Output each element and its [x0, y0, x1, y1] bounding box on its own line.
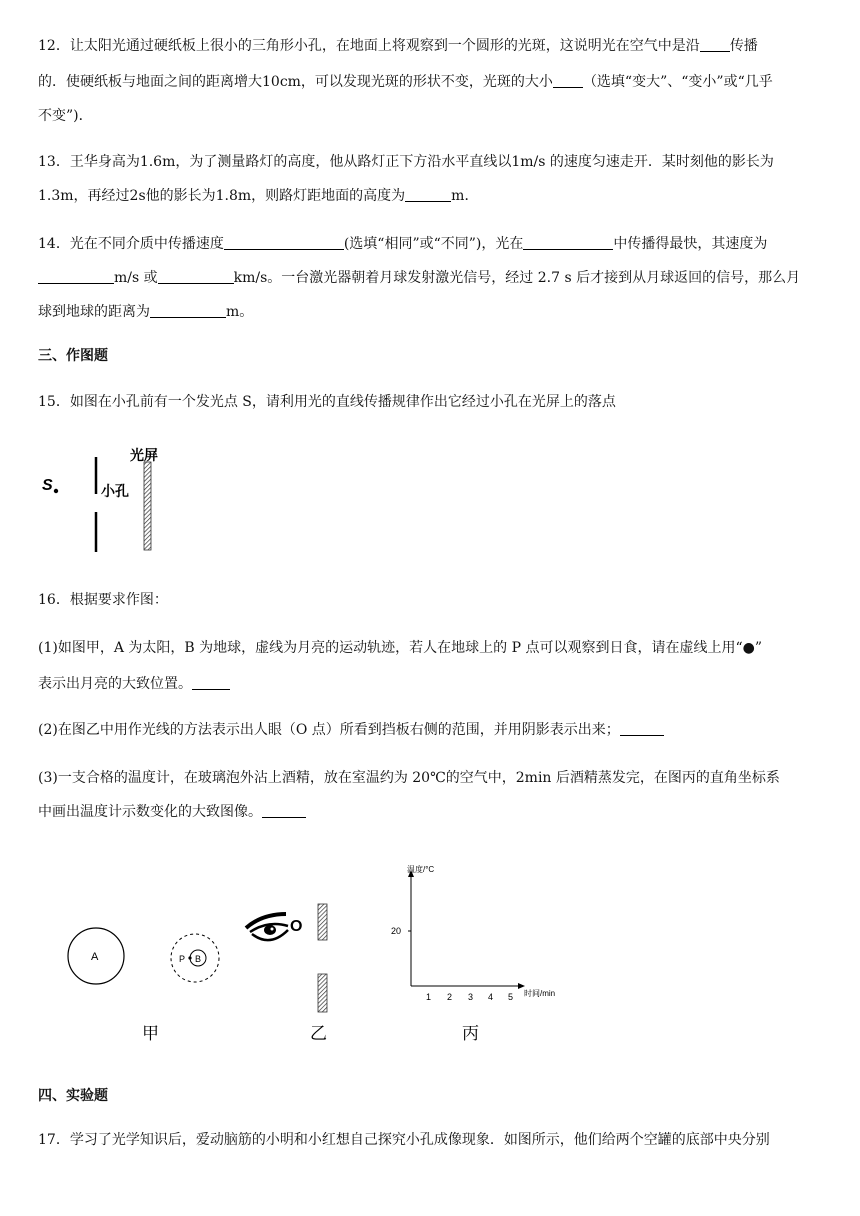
q16-blank-1[interactable] [192, 675, 230, 690]
label-a: A [91, 951, 99, 963]
q15-label-screen: 光屏 [130, 447, 158, 463]
q12-line1 [38, 36, 830, 56]
q14-line3 [38, 302, 830, 322]
point-p [188, 956, 191, 959]
section-3-heading: 三、作图题 [38, 348, 108, 364]
q14-line2 [38, 268, 830, 288]
caption-yi: 乙 [310, 1024, 327, 1043]
x-tick-label: 2 [447, 992, 453, 1002]
q16-p1-line2 [38, 674, 830, 694]
label-o: O [290, 918, 303, 935]
q15-label-s: S [42, 477, 53, 494]
q14-text-e: km/s。一台激光器朝着月球发射激光信号，经过 2.7 s 后才接到从月球返回的信号，那么月 [233, 270, 801, 286]
q13-blank[interactable] [405, 187, 451, 202]
x-tick-label: 3 [468, 992, 474, 1002]
q15-point-s [54, 489, 58, 493]
q16-p3-line2 [38, 802, 830, 822]
q13-text-b: m． [451, 188, 479, 204]
q13-line1: 13．王华身高为1.6m，为了测量路灯的高度，他从路灯正下方沿水平直线以1m/s 的速度匀速走开．某时刻他的影长为 [38, 154, 774, 170]
x-axis-label: 时间/min [524, 989, 556, 998]
q14-text-c: 中传播得最快，其速度为 [613, 236, 768, 252]
q15-screen [144, 462, 151, 550]
q16-p3-text: 中画出温度计示数变化的大致图像。 [38, 804, 262, 820]
q14-blank-3[interactable] [38, 269, 114, 284]
q14-blank-2[interactable] [523, 235, 613, 250]
q13-text-a: 1.3m，再经过2s他的影长为1.8m，则路灯距地面的高度为 [38, 188, 406, 204]
q16-figures [0, 850, 860, 1050]
x-tick-label: 5 [508, 992, 514, 1002]
q16-p3-line1: (3)一支合格的温度计，在玻璃泡外沾上酒精，放在室温约为 20℃的空气中，2min 后酒精蒸发完，在图丙的直角坐标系 [38, 770, 780, 786]
q16-p2-text: (2)在图乙中用作光线的方法表示出人眼（O 点）所看到挡板右侧的范围，并用阴影表示出来； [38, 722, 620, 738]
q12-line3: 不变”)． [38, 108, 93, 124]
q16-p2-line [38, 720, 830, 740]
q14-blank-5[interactable] [150, 303, 226, 318]
q12-text-d: （选填“变大”、“变小”或“几乎 [582, 74, 773, 90]
q14-text-g: m。 [226, 304, 254, 320]
q12-text-c: 的．使硬纸板与地面之间的距离增大10cm，可以发现光斑的形状不变，光斑的大小 [38, 74, 553, 90]
q15-text: 15．如图在小孔前有一个发光点 S，请利用光的直线传播规律作出它经过小孔在光屏上的落点 [38, 394, 616, 410]
x-tick-label: 4 [488, 992, 494, 1002]
caption-jia: 甲 [142, 1024, 159, 1043]
x-ticks [426, 992, 513, 1002]
q14-text-b: (选填“相同”或“不同”)，光在 [343, 236, 524, 252]
q14-text-f: 球到地球的距离为 [38, 304, 150, 320]
q15-label-hole: 小孔 [101, 483, 129, 499]
q14-text-a: 14．光在不同介质中传播速度 [38, 236, 224, 252]
q12-blank-2[interactable] [553, 73, 583, 88]
q14-text-d: m/s 或 [114, 270, 158, 286]
q12-line2 [38, 72, 830, 92]
q16-p1-line1: (1)如图甲，A 为太阳，B 为地球，虚线为月亮的运动轨迹，若人在地球上的 P 点可以观察到日食，请在虚线上用“●” [38, 640, 762, 656]
barrier-top [318, 904, 327, 940]
caption-bing: 丙 [462, 1024, 479, 1043]
q15-figure [0, 430, 860, 560]
q12-text-a: 12．让太阳光通过硬纸板上很小的三角形小孔，在地面上将观察到一个圆形的光斑，这说明光在空气中是沿 [38, 38, 700, 54]
q12-blank-1[interactable] [700, 37, 730, 52]
q13-line2 [38, 186, 830, 206]
y-tick-label: 20 [391, 926, 402, 936]
label-b: B [195, 954, 202, 964]
y-axis-label: 温度/°C [407, 865, 435, 874]
barrier-bottom [318, 974, 327, 1012]
q14-blank-4[interactable] [158, 269, 234, 284]
q14-blank-1[interactable] [224, 235, 344, 250]
q17-text: 17．学习了光学知识后，爱动脑筋的小明和小红想自己探究小孔成像现象．如图所示，他们给两个空罐的底部中央分别 [38, 1132, 770, 1148]
q16-blank-2[interactable] [620, 721, 664, 736]
q16-stem: 16．根据要求作图： [38, 592, 168, 608]
q16-blank-3[interactable] [262, 803, 306, 818]
q16-p1-text: 表示出月亮的大致位置。 [38, 676, 192, 692]
eye-icon [246, 914, 288, 940]
x-tick-label: 1 [426, 992, 432, 1002]
section-4-heading: 四、实验题 [38, 1088, 108, 1104]
q12-text-b: 传播 [729, 38, 758, 54]
q14-line1 [38, 234, 830, 254]
label-p: P [179, 954, 186, 964]
